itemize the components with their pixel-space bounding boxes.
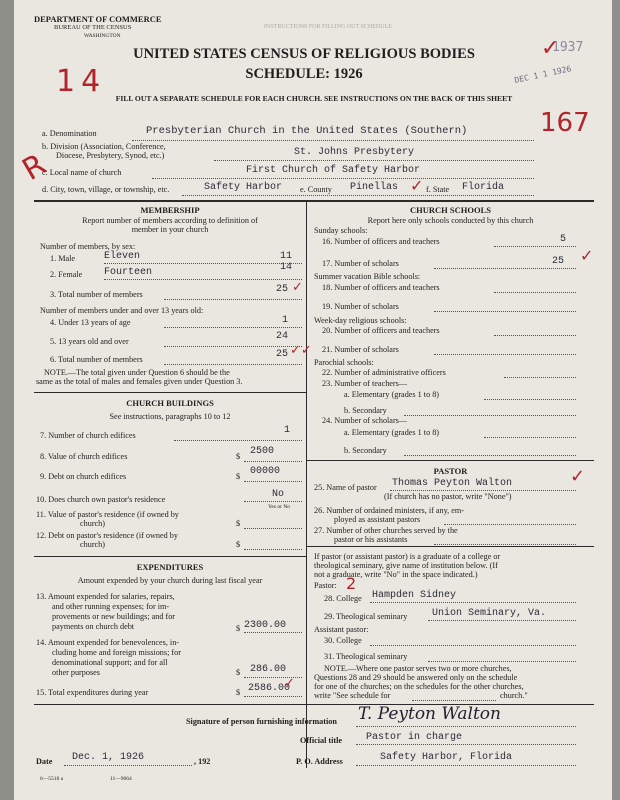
buildings-sub: See instructions, paragraphs 10 to 12 bbox=[109, 412, 231, 421]
state-value: Florida bbox=[462, 182, 505, 193]
bureau-label: BUREAU OF THE CENSUS bbox=[54, 24, 132, 31]
local-name-value: First Church of Safety Harbor bbox=[246, 165, 421, 176]
signature-value: T. Peyton Walton bbox=[358, 704, 501, 724]
city-label: WASHINGTON bbox=[84, 33, 121, 39]
q15-dollar: $ bbox=[236, 688, 241, 697]
check-mark-top: ✓ bbox=[541, 36, 560, 61]
q7-value: 1 bbox=[284, 425, 291, 436]
census-schedule-sheet bbox=[14, 0, 612, 800]
q19-label: 19. Number of scholars bbox=[322, 302, 399, 311]
membership-note-1: NOTE.—The total given under Question 6 should be the bbox=[44, 368, 230, 377]
expenditures-heading: EXPENDITURES bbox=[136, 562, 204, 572]
q8-dollar: $ bbox=[236, 452, 241, 461]
q6-label: 6. Total number of members bbox=[50, 355, 143, 364]
handwritten-r-mark: R bbox=[16, 147, 53, 188]
schools-heading: CHURCH SCHOOLS bbox=[410, 205, 491, 215]
pastor-note-1: NOTE.—Where one pastor serves two or more churches, bbox=[324, 664, 512, 673]
schedule-title: SCHEDULE: 1926 bbox=[245, 66, 363, 82]
check-mark-q17: ✓ bbox=[580, 246, 594, 265]
q12-dollar: $ bbox=[236, 540, 241, 549]
form-code-2: 11—9064 bbox=[110, 776, 132, 782]
members-by-sex-label: Number of members, by sex: bbox=[40, 242, 136, 251]
q30-label: 30. College bbox=[324, 636, 362, 645]
q2-value: 14 bbox=[280, 262, 293, 273]
college-value: Hampden Sidney bbox=[372, 590, 457, 601]
expenditures-sub: Amount expended by your church during last fiscal year bbox=[77, 576, 263, 585]
check-mark-q15: ✓ bbox=[284, 676, 295, 691]
q14-dollar: $ bbox=[236, 668, 241, 677]
denomination-value: Presbyterian Church in the United States (Southern) bbox=[146, 125, 468, 137]
q7-label: 7. Number of church edifices bbox=[40, 431, 136, 440]
q25-label: 25. Name of pastor bbox=[314, 483, 377, 492]
q12-label-2: church) bbox=[80, 540, 106, 549]
q1-label: 1. Male bbox=[50, 254, 76, 263]
county-label: e. County bbox=[300, 185, 332, 194]
pastor-note-5: church." bbox=[500, 691, 528, 700]
q4-value: 1 bbox=[282, 315, 289, 326]
q29-label: 29. Theological seminary bbox=[324, 612, 408, 621]
q5-label: 5. 13 years old and over bbox=[50, 337, 129, 346]
buildings-heading: CHURCH BUILDINGS bbox=[126, 398, 214, 408]
pastor-heading: PASTOR bbox=[433, 466, 468, 476]
date-value: Dec. 1, 1926 bbox=[72, 752, 145, 763]
q15-value: 2586.00 bbox=[248, 683, 291, 694]
q11-dollar: $ bbox=[236, 519, 241, 528]
q14-label-2: cluding home and foreign missions; for bbox=[52, 648, 181, 657]
membership-note-2: same as the total of males and females given under Question 3. bbox=[36, 377, 243, 386]
q14-label-4: other purposes bbox=[52, 668, 100, 677]
graduate-note-1: If pastor (or assistant pastor) is a graduate of a college or bbox=[314, 552, 501, 561]
denomination-label: a. Denomination bbox=[42, 129, 97, 138]
local-name-label: c. Local name of church bbox=[42, 168, 122, 177]
q11-label-2: church) bbox=[80, 519, 106, 528]
q13-value: 2300.00 bbox=[244, 620, 287, 631]
pastor-name-value: Thomas Peyton Walton bbox=[392, 478, 513, 489]
q11-label: 11. Value of pastor's residence (if owned by bbox=[36, 510, 179, 519]
q23a-label: a. Elementary (grades 1 to 8) bbox=[344, 390, 440, 399]
q24b-label: b. Secondary bbox=[344, 446, 387, 455]
q14-value: 286.00 bbox=[250, 664, 287, 675]
parochial-schools-label: Parochial schools: bbox=[314, 358, 374, 367]
q10-hint: Yes or No bbox=[268, 504, 291, 510]
division-value: St. Johns Presbytery bbox=[294, 147, 415, 158]
age-label: Number of members under and over 13 years old: bbox=[40, 306, 204, 315]
received-date-stamp: DEC 1 1 1926 bbox=[513, 64, 573, 85]
q20-label: 20. Number of officers and teachers bbox=[322, 326, 440, 335]
handwritten-number-2: 2 bbox=[346, 574, 357, 593]
q21-label: 21. Number of scholars bbox=[322, 345, 399, 354]
q27-label: 27. Number of other churches served by the bbox=[314, 526, 458, 535]
membership-sub2: member in your church bbox=[131, 225, 209, 234]
division-label-2: Diocese, Presbytery, Synod, etc.) bbox=[56, 151, 165, 160]
q28-label: 28. College bbox=[324, 594, 362, 603]
q13-label-4: payments on church debt bbox=[52, 622, 135, 631]
q9-label: 9. Debt on church edifices bbox=[40, 472, 127, 481]
graduate-note-2: theological seminary, give name of institution below. (If bbox=[314, 561, 498, 570]
official-title-value: Pastor in charge bbox=[366, 732, 463, 743]
pastor-sub-label: Pastor: bbox=[314, 581, 337, 590]
q12-label: 12. Debt on pastor's residence (if owned by bbox=[36, 531, 178, 540]
seminary-value: Union Seminary, Va. bbox=[432, 608, 547, 619]
q24-label: 24. Number of scholars— bbox=[322, 416, 408, 425]
division-label: b. Division (Association, Conference, bbox=[42, 142, 166, 151]
instruction-line: FILL OUT A SEPARATE SCHEDULE FOR EACH CHURCH. SEE INSTRUCTIONS ON THE BACK OF THIS SHEET bbox=[115, 94, 513, 103]
weekday-schools-label: Week-day religious schools: bbox=[314, 316, 407, 325]
membership-heading: MEMBERSHIP bbox=[140, 205, 200, 215]
q4-label: 4. Under 13 years of age bbox=[50, 318, 131, 327]
q22-label: 22. Number of administrative officers bbox=[322, 368, 446, 377]
address-value: Safety Harbor, Florida bbox=[380, 752, 513, 763]
graduate-note-3: not a graduate, write "No" in the space indicated.) bbox=[314, 570, 478, 579]
pastor-note-3: for one of the churches; on the schedules for the other churches, bbox=[314, 682, 524, 691]
signature-label: Signature of person furnishing information bbox=[186, 717, 337, 726]
q13-label: 13. Amount expended for salaries, repairs, bbox=[36, 592, 175, 601]
schools-sub: Report here only schools conducted by this church bbox=[367, 216, 534, 225]
q13-label-3: provements or new buildings; and for bbox=[52, 612, 176, 621]
q17-label: 17. Number of scholars bbox=[322, 259, 399, 268]
address-label: P. O. Address bbox=[296, 757, 343, 766]
city-value: Safety Harbor bbox=[204, 182, 283, 193]
q8-value: 2500 bbox=[250, 446, 275, 457]
q14-label: 14. Amount expended for benevolences, in- bbox=[36, 638, 180, 647]
q6-value: 25 bbox=[276, 349, 289, 360]
q24a-label: a. Elementary (grades 1 to 8) bbox=[344, 428, 440, 437]
q1-value: 11 bbox=[280, 251, 293, 262]
q2-label: 2. Female bbox=[50, 270, 83, 279]
city-label-field: d. City, town, village, or township, etc. bbox=[42, 185, 170, 194]
q15-label: 15. Total expenditures during year bbox=[36, 688, 149, 697]
check-mark-q6: ✓✓ bbox=[290, 343, 312, 358]
check-mark-county: ✓ bbox=[410, 176, 424, 195]
form-title: UNITED STATES CENSUS OF RELIGIOUS BODIES bbox=[133, 46, 475, 62]
q23-label: 23. Number of teachers— bbox=[322, 379, 408, 388]
assistant-pastor-label: Assistant pastor: bbox=[314, 625, 369, 634]
q10-value: No bbox=[272, 489, 285, 500]
q25-hint: (If church has no pastor, write "None") bbox=[384, 492, 512, 501]
handwritten-number-167: 167 bbox=[540, 108, 590, 138]
pastor-note-2: Questions 28 and 29 should be answered only on the schedule bbox=[314, 673, 518, 682]
pastor-note-4: write "See schedule for bbox=[314, 691, 391, 700]
q17-value: 25 bbox=[552, 256, 565, 267]
q3-label: 3. Total number of members bbox=[50, 290, 143, 299]
q13-dollar: $ bbox=[236, 624, 241, 633]
q18-label: 18. Number of officers and teachers bbox=[322, 283, 440, 292]
q9-dollar: $ bbox=[236, 472, 241, 481]
q26-label-2: ployed as assistant pastors bbox=[334, 515, 421, 524]
q9-value: 00000 bbox=[250, 466, 281, 477]
q26-label: 26. Number of ordained ministers, if any, em- bbox=[314, 506, 464, 515]
q2-words: Fourteen bbox=[104, 267, 153, 278]
membership-sub1: Report number of members according to definition of bbox=[82, 216, 258, 225]
faint-top-text: INSTRUCTIONS FOR FILLING OUT SCHEDULE bbox=[264, 24, 392, 30]
date-label: Date bbox=[36, 757, 53, 766]
check-mark-q3: ✓ bbox=[292, 280, 303, 295]
q1-words: Eleven bbox=[104, 251, 141, 262]
q16-value: 5 bbox=[560, 234, 567, 245]
state-label: f. State bbox=[426, 185, 450, 194]
q3-value: 25 bbox=[276, 284, 289, 295]
date-year-suffix: , 192 bbox=[194, 757, 211, 766]
q13-label-2: and other running expenses; for im- bbox=[52, 602, 170, 611]
q31-label: 31. Theological seminary bbox=[324, 652, 408, 661]
q23b-label: b. Secondary bbox=[344, 406, 387, 415]
summer-schools-label: Summer vacation Bible schools: bbox=[314, 272, 421, 281]
q10-label: 10. Does church own pastor's residence bbox=[36, 495, 166, 504]
form-code-1: 6—5518 a bbox=[40, 776, 64, 782]
official-title-label: Official title bbox=[300, 736, 343, 745]
stamp-year: 1937 bbox=[552, 40, 584, 55]
handwritten-number-14: 14 bbox=[56, 64, 107, 99]
q27-label-2: pastor or his assistants bbox=[334, 535, 408, 544]
check-mark-pastor: ✓ bbox=[570, 466, 586, 487]
county-value: Pinellas bbox=[350, 182, 399, 193]
q5-value: 24 bbox=[276, 331, 289, 342]
q16-label: 16. Number of officers and teachers bbox=[322, 237, 440, 246]
q8-label: 8. Value of church edifices bbox=[40, 452, 128, 461]
department-label: DEPARTMENT OF COMMERCE bbox=[34, 14, 162, 24]
q14-label-3: denominational support; and for all bbox=[52, 658, 168, 667]
sunday-schools-label: Sunday schools: bbox=[314, 226, 368, 235]
